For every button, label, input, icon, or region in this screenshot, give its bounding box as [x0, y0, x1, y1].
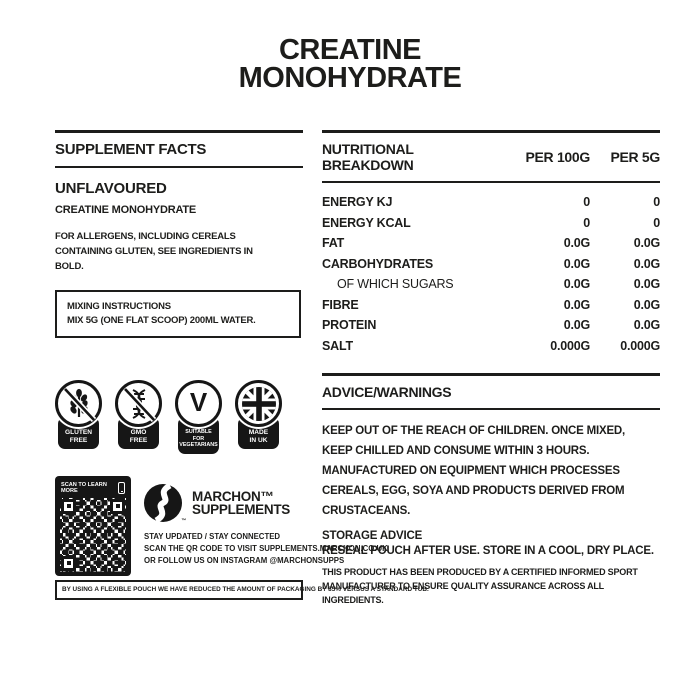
v-glyph: V [189, 387, 208, 417]
title-line-1: CREATINE [278, 34, 422, 66]
scan-label: SCAN TO LEARN MORE [61, 481, 107, 494]
marchon-logo-icon [144, 484, 186, 524]
qr-finder-icon [61, 556, 76, 571]
badge-vegetarian [175, 380, 222, 454]
certified-text: THIS PRODUCT HAS BEEN PRODUCED BY A CERTIFIED INFORMED SPORT MANUFACTURER TO ENSURE QUALITY ASSURANCE ACROSS ALL INGREDIENTS. [322, 567, 638, 605]
social-line: STAY UPDATED / STAY CONNECTED [144, 531, 281, 541]
badge-label: MADE [248, 429, 269, 436]
advice-heading: ADVICE/WARNINGS [322, 383, 452, 400]
row-label: FAT [322, 236, 345, 251]
union-jack-icon [235, 380, 282, 427]
supplement-facts-heading: SUPPLEMENT FACTS [55, 140, 207, 158]
row-carbohydrates [322, 254, 660, 275]
dna-crossed-icon [115, 380, 162, 427]
advice-section [322, 373, 660, 607]
value-per-5g: 0.000G [620, 338, 660, 353]
eco-note-box [55, 580, 429, 600]
nutrition-panel [322, 130, 660, 607]
allergen-note: FOR ALLERGENS, INCLUDING CEREALS CONTAINING GLUTEN, SEE INGREDIENTS IN BOLD. [55, 231, 253, 272]
row-salt [322, 336, 660, 357]
brand-line-2: SUPPLEMENTS [192, 501, 290, 517]
mixing-title: MIXING INSTRUCTIONS [67, 301, 171, 312]
badge-gluten-free [55, 380, 102, 454]
page-title [0, 36, 700, 92]
col-header-per-5g: PER 5G [610, 148, 660, 165]
wheat-crossed-icon [55, 380, 102, 427]
value-per-5g: 0.0G [633, 277, 660, 292]
row-label: CARBOHYDRATES [322, 256, 434, 271]
value-per-100g: 0 [583, 215, 590, 230]
badge-made-in-uk [235, 380, 282, 454]
value-per-100g: 0.0G [563, 277, 590, 292]
value-per-100g: 0.0G [563, 297, 590, 312]
row-protein [322, 315, 660, 336]
row-label: ENERGY KCAL [322, 215, 411, 230]
badge-label: IN UK [249, 436, 268, 444]
row-label: ENERGY KJ [322, 195, 393, 210]
qr-code-block [55, 476, 131, 576]
certification-badges [55, 380, 303, 454]
badge-label: VEGETARIANS [179, 442, 218, 449]
storage-advice-heading: STORAGE ADVICE [322, 530, 423, 542]
brand-name [192, 490, 290, 516]
value-per-100g: 0.0G [563, 318, 590, 333]
phone-icon [118, 482, 125, 494]
qr-finder-icon [61, 499, 76, 514]
nutrition-table-header [322, 133, 660, 181]
row-fat [322, 233, 660, 254]
row-energy-kj [322, 192, 660, 213]
mixing-instructions-box [55, 290, 301, 338]
row-of-which-sugars [322, 274, 660, 295]
badge-label: FREE [129, 436, 148, 444]
divider [55, 166, 303, 169]
row-label: FIBRE [322, 297, 359, 312]
qr-header [60, 480, 126, 496]
value-per-100g: 0.0G [563, 256, 590, 271]
badge-label: SUITABLE FOR [185, 429, 212, 442]
value-per-100g: 0.0G [563, 236, 590, 251]
brand-line-1: MARCHON™ [192, 488, 274, 504]
value-per-5g: 0.0G [633, 256, 660, 271]
row-label: OF WHICH SUGARS [337, 277, 454, 292]
social-line: SCAN THE QR CODE TO VISIT SUPPLEMENTS.MARCHON.CO.UK [144, 543, 388, 553]
nutrition-table [322, 192, 660, 356]
col-header-per-100g: PER 100G [525, 148, 590, 165]
value-per-100g: 0 [583, 195, 590, 210]
nutrition-heading: NUTRITIONAL BREAKDOWN [322, 140, 414, 173]
value-per-5g: 0.0G [633, 318, 660, 333]
product-name: CREATINE MONOHYDRATE [55, 204, 197, 216]
row-fibre [322, 295, 660, 316]
badge-label: FREE [69, 436, 88, 444]
value-per-5g: 0 [653, 215, 660, 230]
row-energy-kcal [322, 213, 660, 234]
row-label: PROTEIN [322, 318, 377, 333]
mixing-text: MIX 5G (ONE FLAT SCOOP) 200ML WATER. [67, 315, 256, 326]
eco-note-text: BY USING A FLEXIBLE POUCH WE HAVE REDUCED THE AMOUNT OF PACKAGING BY 85% VERSUS A STANDARD TUB. [62, 585, 429, 593]
storage-advice-text: RESEAL POUCH AFTER USE. STORE IN A COOL, DRY PLACE. [322, 545, 654, 557]
divider [322, 408, 660, 411]
letter-v-icon [175, 380, 222, 427]
value-per-5g: 0.0G [633, 236, 660, 251]
trademark-mark: ™ [181, 517, 186, 524]
qr-code [60, 498, 126, 572]
flavour-label: UNFLAVOURED [55, 180, 167, 197]
title-line-2: MONOHYDRATE [238, 62, 462, 94]
qr-finder-icon [110, 499, 125, 514]
badge-gmo-free [115, 380, 162, 454]
divider [322, 181, 660, 184]
badge-label: GLUTEN [64, 429, 93, 436]
advice-body: KEEP OUT OF THE REACH OF CHILDREN. ONCE MIXED, KEEP CHILLED AND CONSUME WITHIN 3 HOURS. MANUFACTURED ON EQUIPMENT WHICH PROCESSES CEREALS, EGG, SOYA AND PRODUCTS DERIVED FROM CRUSTACEANS. [322, 425, 626, 517]
badge-label: GMO [130, 429, 147, 436]
value-per-100g: 0.000G [550, 338, 590, 353]
value-per-5g: 0.0G [633, 297, 660, 312]
social-line: OR FOLLOW US ON INSTAGRAM @MARCHONSUPPS [144, 555, 345, 565]
value-per-5g: 0 [653, 195, 660, 210]
row-label: SALT [322, 338, 353, 353]
